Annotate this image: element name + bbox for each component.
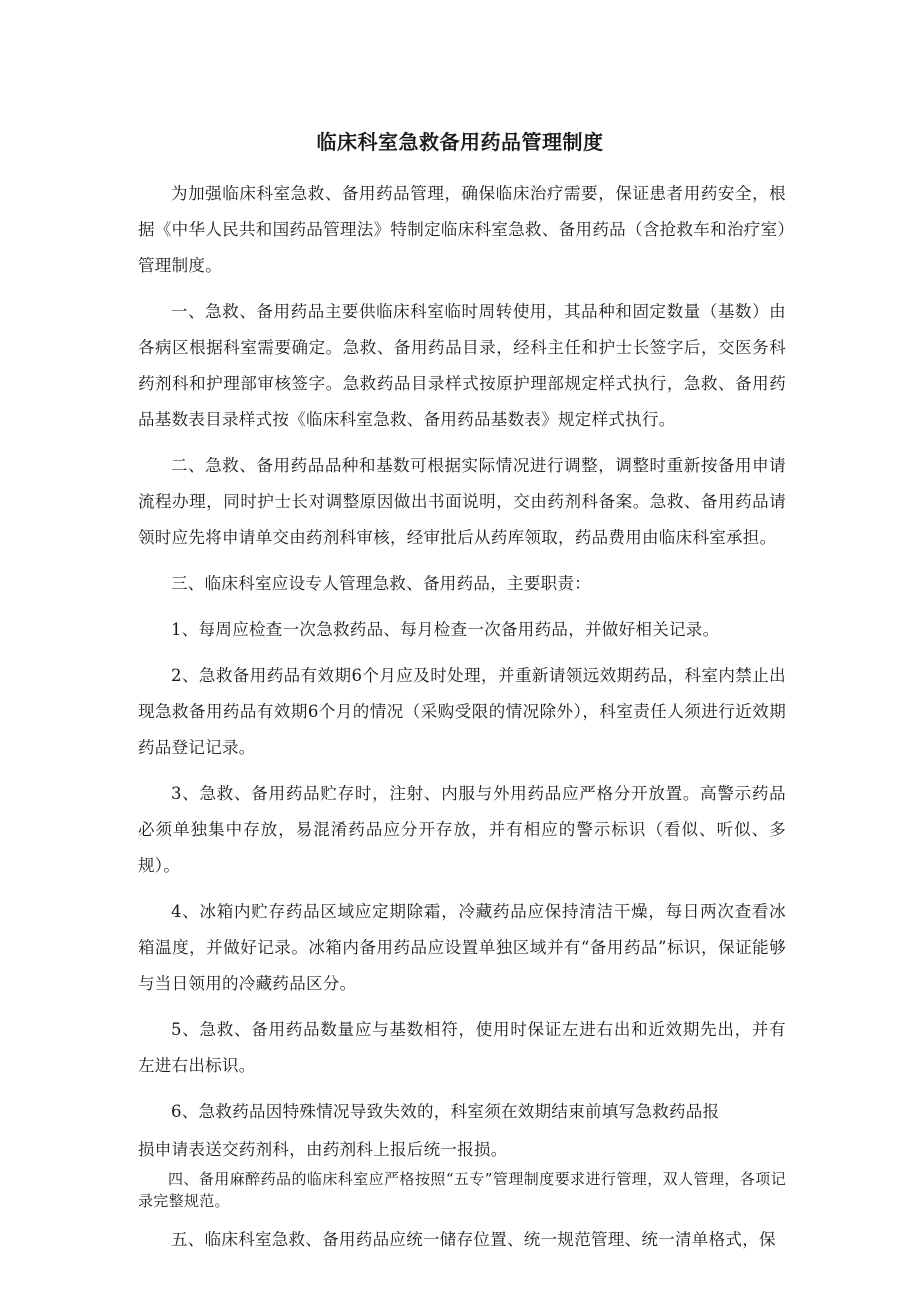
document-body — [138, 176, 786, 1258]
paragraph-item-6-continued: 损申请表送交药剂科，由药剂科上报后统一报损。 — [138, 1140, 508, 1159]
page-title: 临床科室急救备用药品管理制度 — [316, 130, 604, 154]
paragraph-item-3: 3、急救、备用药品贮存时，注射、内服与外用药品应严格分开放置。高警示药品必须单独集中存放，易混淆药品应分开存放，并有相应的警示标识（看似、听似、多规）。 — [138, 784, 786, 875]
paragraph-section-2: 二、急救、备用药品品种和基数可根据实际情况进行调整，调整时重新按备用申请流程办理，同时护士长对调整原因做出书面说明，交由药剂科备案。急救、备用药品请领时应先将申请单交由药剂科审核，经审批后从药库领取，药品费用由临床科室承担。 — [138, 456, 786, 547]
paragraph-item-1: 1、每周应检查一次急救药品、每月检查一次备用药品，并做好相关记录。 — [171, 620, 720, 639]
paragraph-intro: 为加强临床科室急救、备用药品管理，确保临床治疗需要，保证患者用药安全，根据《中华人民共和国药品管理法》特制定临床科室急救、备用药品（含抢救车和治疗室）管理制度。 — [138, 184, 786, 275]
paragraph-item-2: 2、急救备用药品有效期6个月应及时处理，并重新请领远效期药品，科室内禁止出现急救备用药品有效期6个月的情况（采购受限的情况除外），科室责任人须进行近效期药品登记记录。 — [138, 666, 786, 757]
paragraph-section-5: 五、临床科室急救、备用药品应统一储存位置、统一规范管理、统一清单格式，保 — [171, 1230, 776, 1249]
paragraph-section-1: 一、急救、备用药品主要供临床科室临时周转使用，其品种和固定数量（基数）由各病区根据科室需要确定。急救、备用药品目录，经科主任和护士长签字后，交医务科药剂科和护理部审核签字。急救药品目录样式按原护理部规定样式执行，急救、备用药品基数表目录样式按《临床科室急救、备用药品基数表》规定样式执行。 — [138, 302, 786, 429]
paragraph-item-5: 5、急救、备用药品数量应与基数相符，使用时保证左进右出和近效期先出，并有左进右出标识。 — [138, 1020, 786, 1075]
paragraph-item-6: 6、急救药品因特殊情况导致失效的，科室须在效期结束前填写急救药品报 — [171, 1102, 720, 1121]
paragraph-section-4: 四、备用麻醉药品的临床科室应严格按照“五专”管理制度要求进行管理，双人管理，各项记录完整规范。 — [138, 1170, 786, 1210]
paragraph-section-3: 三、临床科室应设专人管理急救、备用药品，主要职责： — [171, 574, 591, 593]
paragraph-item-4: 4、冰箱内贮存药品区域应定期除霜，冷藏药品应保持清洁干燥，每日两次查看冰箱温度，并做好记录。冰箱内备用药品应设置单独区域并有“备用药品”标识，保证能够与当日领用的冷藏药品区分。 — [138, 902, 786, 993]
